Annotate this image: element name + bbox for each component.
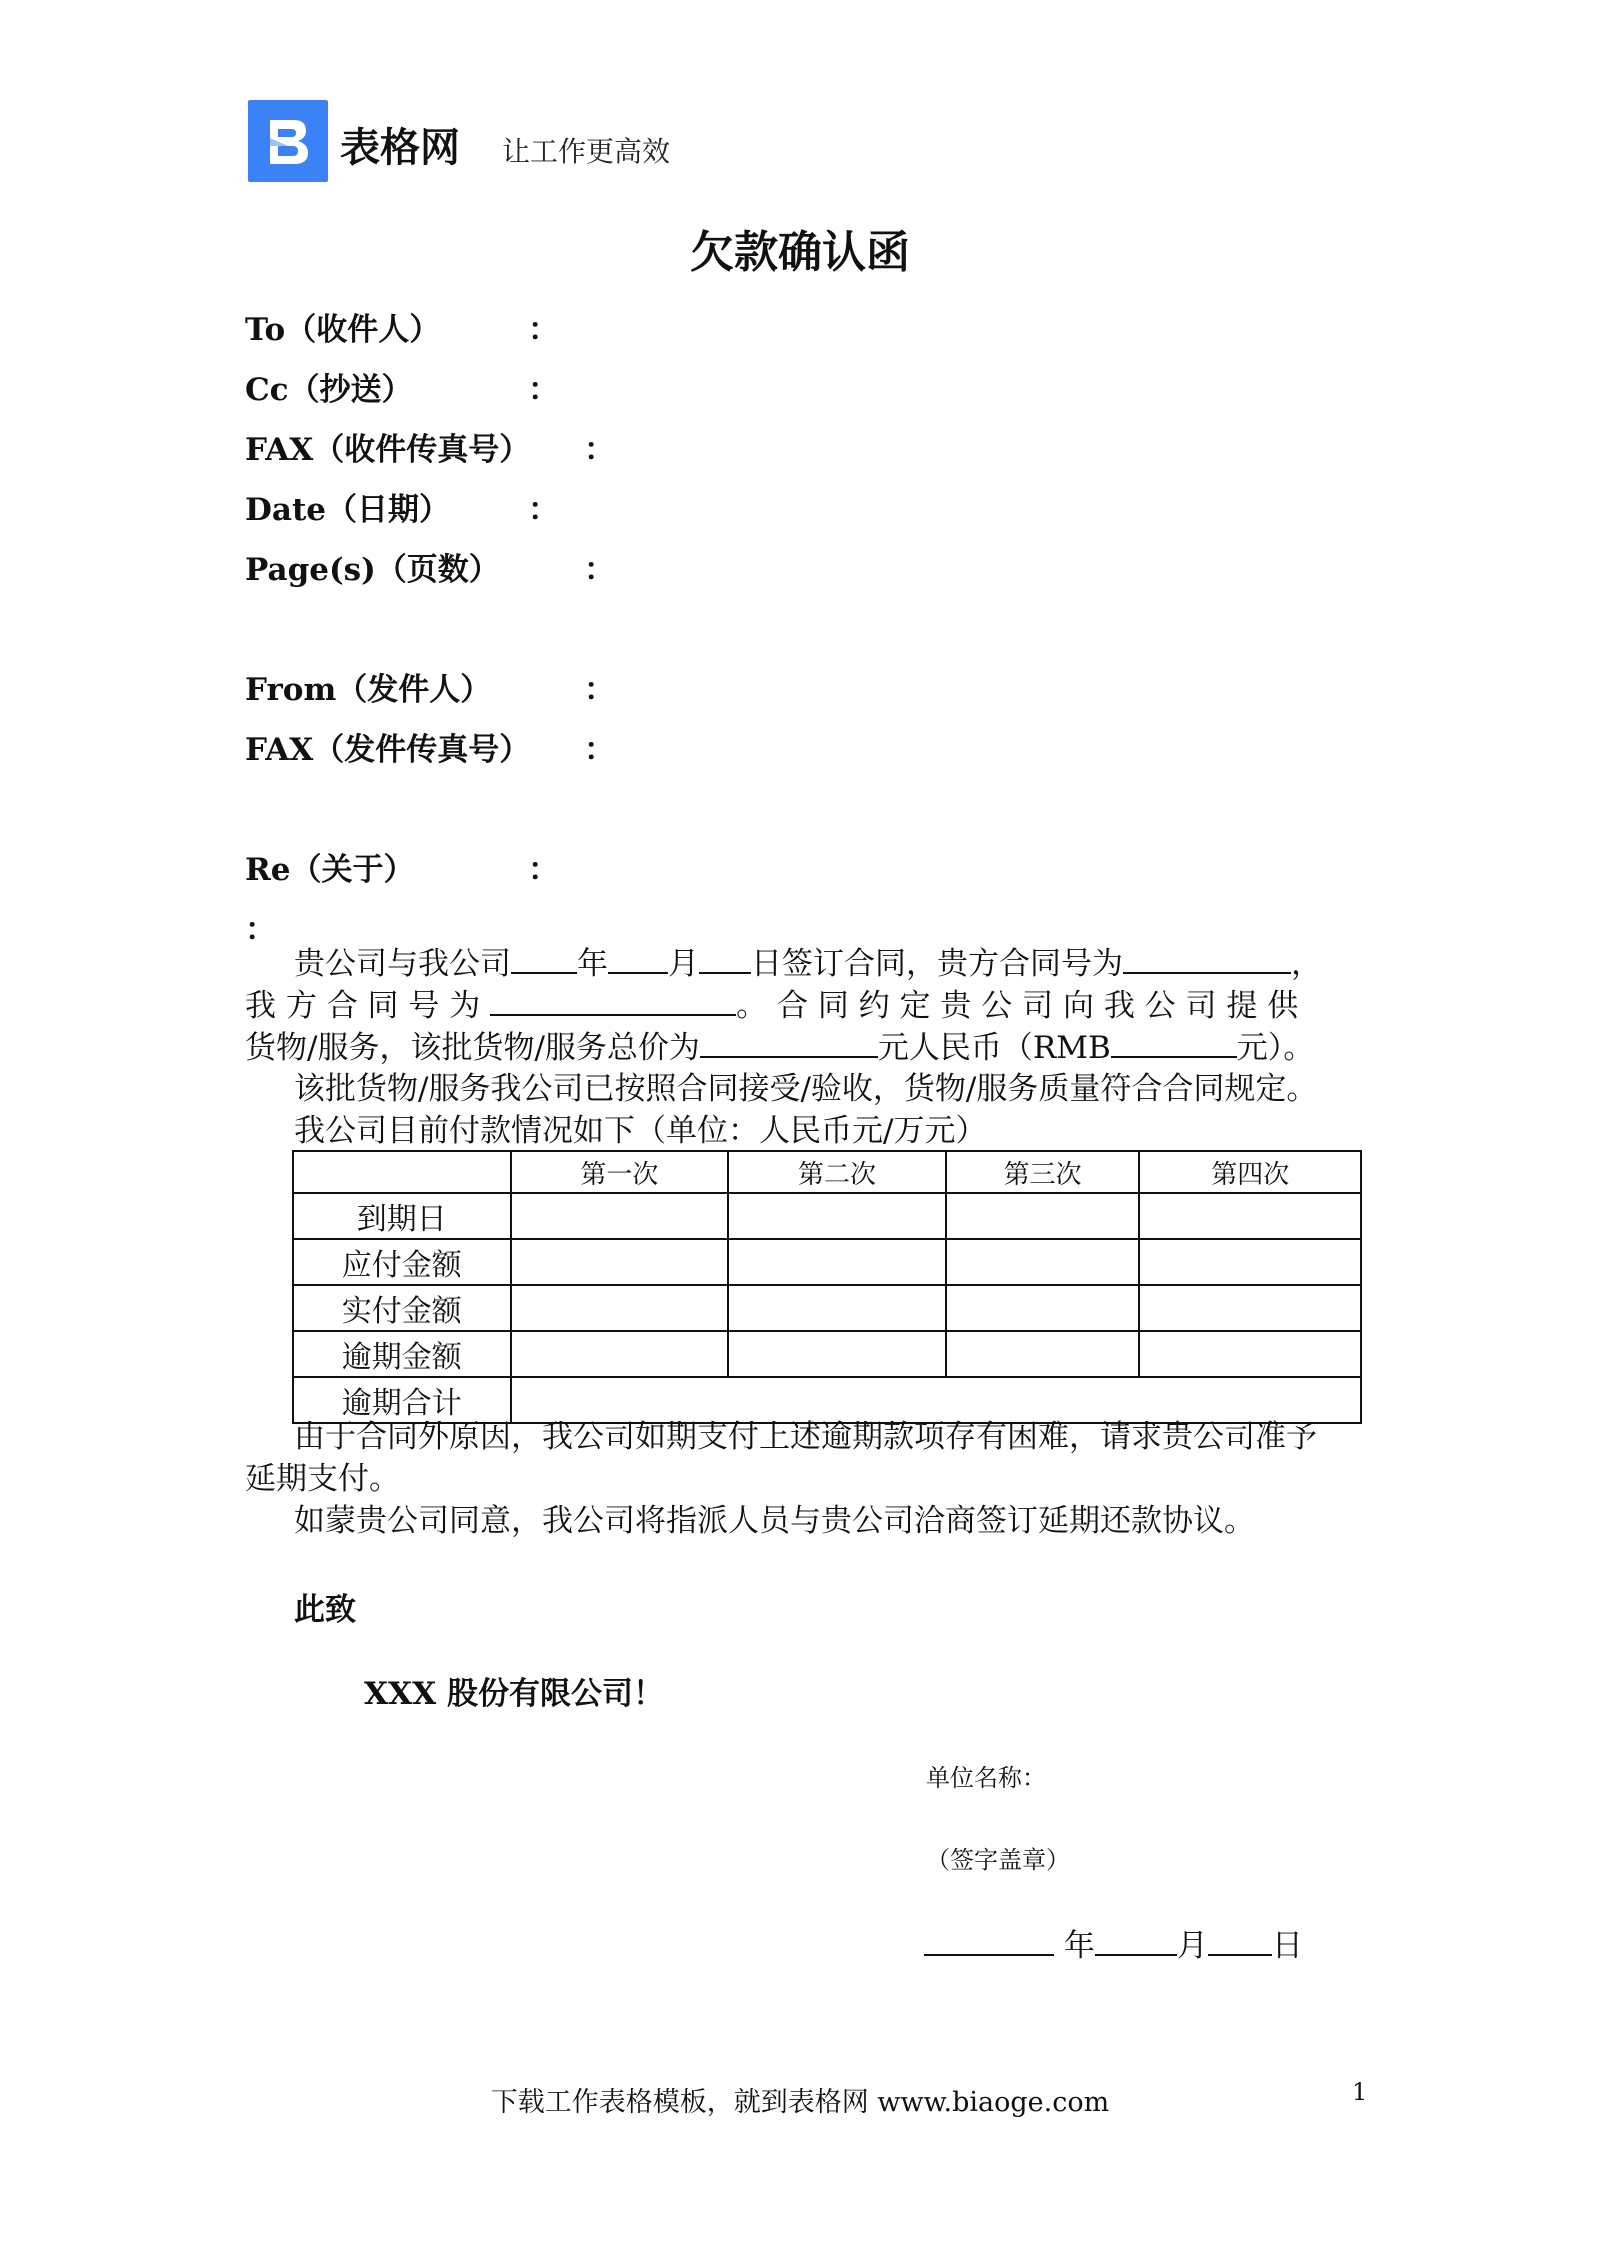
field-to-colon: ： <box>528 312 559 348</box>
date-month-label: 月 <box>1176 1928 1208 1964</box>
row-label: 应付金额 <box>293 1239 511 1285</box>
table-cell[interactable] <box>1139 1331 1361 1377</box>
field-pages-colon: ： <box>584 552 615 588</box>
body-line-5: 我公司目前付款情况如下（单位：人民币元/万元） <box>294 1113 987 1149</box>
field-re-colon: ： <box>528 852 559 888</box>
blank-day[interactable] <box>699 942 751 974</box>
table-header-cell: 第三次 <box>946 1151 1140 1193</box>
table-cell[interactable] <box>728 1285 946 1331</box>
brand-slogan: 让工作更高效 <box>502 135 671 168</box>
field-from-label: From（发件人） <box>245 672 492 708</box>
body-text: 我 方 合 同 号 为 <box>245 988 481 1024</box>
row-label: 到期日 <box>293 1193 511 1239</box>
table-cell[interactable] <box>728 1239 946 1285</box>
blank-their-contract-no[interactable] <box>1123 942 1291 974</box>
table-cell[interactable] <box>511 1193 729 1239</box>
body-text: 年 <box>577 946 608 982</box>
date-day-label: 日 <box>1271 1928 1303 1964</box>
body-line-1 <box>294 942 1322 985</box>
field-date-label: Date（日期） <box>245 492 451 528</box>
field-to-label: To（收件人） <box>245 312 441 348</box>
signature-date-line <box>924 1920 1303 1965</box>
body-text: 月 <box>668 946 699 982</box>
blank-rmb-amount[interactable] <box>1111 1026 1237 1058</box>
table-cell[interactable] <box>946 1239 1140 1285</box>
table-header-cell: 第四次 <box>1139 1151 1361 1193</box>
table-cell[interactable] <box>511 1285 729 1331</box>
blank-sign-month[interactable] <box>1095 1924 1177 1956</box>
date-year-label: 年 <box>1063 1928 1095 1964</box>
table-header-cell <box>293 1151 511 1193</box>
row-label: 逾期金额 <box>293 1331 511 1377</box>
field-re-label: Re（关于） <box>245 852 415 888</box>
table-header-cell: 第一次 <box>511 1151 729 1193</box>
table-cell[interactable] <box>1139 1193 1361 1239</box>
body-text: 贵公司与我公司 <box>294 946 511 982</box>
logo-icon <box>248 100 328 182</box>
table-header-cell: 第二次 <box>728 1151 946 1193</box>
lone-colon: ： <box>245 912 276 948</box>
table-row <box>293 1193 1361 1239</box>
document-title: 欠款确认函 <box>690 227 910 278</box>
body-line-2 <box>245 984 1298 1027</box>
brand-logo <box>248 100 328 182</box>
blank-total-price[interactable] <box>700 1026 878 1058</box>
table-row <box>293 1239 1361 1285</box>
field-cc-colon: ： <box>528 372 559 408</box>
body-text: 。 合 同 约 定 贵 公 司 向 我 公 司 提 供 <box>736 988 1299 1024</box>
signature-seal-label: （签字盖章） <box>926 1846 1070 1874</box>
field-fax-from-label: FAX（发件传真号） <box>245 732 531 768</box>
table-cell[interactable] <box>511 1331 729 1377</box>
table-cell[interactable] <box>511 1239 729 1285</box>
field-fax-from-colon: ： <box>584 732 615 768</box>
field-pages-label: Page(s)（页数） <box>245 552 500 588</box>
closing-recipient: XXX 股份有限公司！ <box>364 1676 664 1712</box>
footer-text: 下载工作表格模板，就到表格网 www.biaoge.com <box>490 2087 1110 2118</box>
field-cc-label: Cc（抄送） <box>245 372 413 408</box>
closing-salutation: 此致 <box>294 1592 356 1628</box>
table-cell[interactable] <box>946 1193 1140 1239</box>
blank-year[interactable] <box>511 942 577 974</box>
body-line-4: 该批货物/服务我公司已按照合同接受/验收，货物/服务质量符合合同规定。 <box>294 1071 1318 1107</box>
row-label: 实付金额 <box>293 1285 511 1331</box>
table-cell[interactable] <box>1139 1285 1361 1331</box>
body-text: 日签订合同，贵方合同号为 <box>751 946 1123 982</box>
field-date-colon: ： <box>528 492 559 528</box>
body-line-7: 如蒙贵公司同意，我公司将指派人员与贵公司洽商签订延期还款协议。 <box>294 1503 1255 1539</box>
blank-sign-day[interactable] <box>1208 1924 1272 1956</box>
blank-month[interactable] <box>608 942 668 974</box>
table-cell[interactable] <box>1139 1239 1361 1285</box>
table-row <box>293 1285 1361 1331</box>
row-label: 逾期合计 <box>293 1377 511 1423</box>
field-from-colon: ： <box>584 672 615 708</box>
table-cell[interactable] <box>946 1285 1140 1331</box>
body-line-6b: 延期支付。 <box>245 1461 400 1497</box>
blank-sign-year[interactable] <box>924 1924 1054 1956</box>
body-text: 货物/服务，该批货物/服务总价为 <box>245 1030 700 1066</box>
field-fax-to-colon: ： <box>584 432 615 468</box>
table-cell[interactable] <box>946 1331 1140 1377</box>
brand-name: 表格网 <box>340 125 460 171</box>
body-line-6a: 由于合同外原因，我公司如期支付上述逾期款项存有困难，请求贵公司准予 <box>294 1419 1317 1455</box>
body-text: ， <box>1291 946 1322 982</box>
field-fax-to-label: FAX（收件传真号） <box>245 432 531 468</box>
page-number: 1 <box>1352 2078 1368 2106</box>
table-cell[interactable] <box>728 1331 946 1377</box>
payment-table <box>292 1150 1362 1424</box>
body-text: 元）。 <box>1236 1030 1315 1066</box>
table-header-row <box>293 1151 1361 1193</box>
table-row <box>293 1331 1361 1377</box>
signature-unit-label: 单位名称： <box>926 1764 1046 1792</box>
table-cell[interactable] <box>728 1193 946 1239</box>
body-text: 元人民币（RMB <box>877 1030 1111 1066</box>
blank-our-contract-no[interactable] <box>490 984 736 1016</box>
body-line-3 <box>245 1026 1314 1069</box>
